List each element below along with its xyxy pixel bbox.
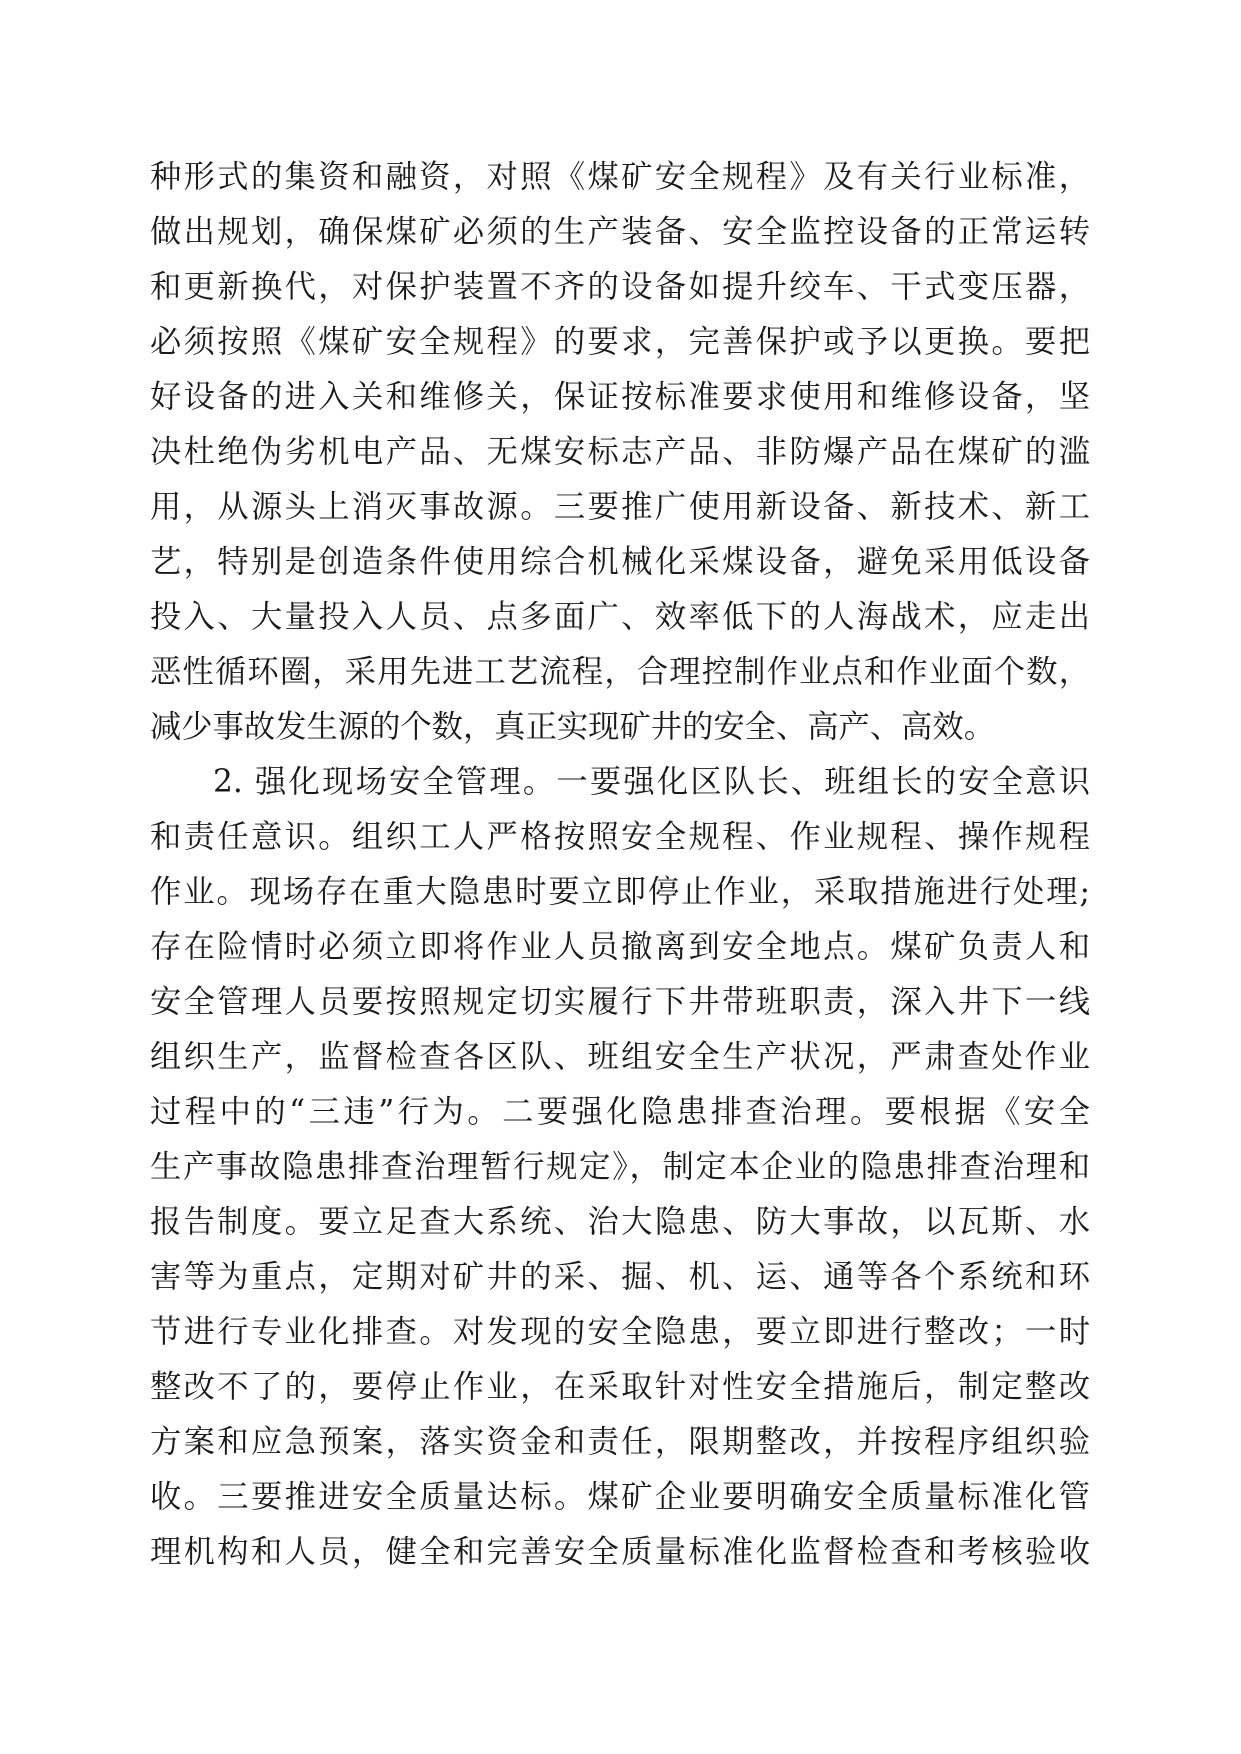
text-line: 决杜绝伪劣机电产品、无煤安标志产品、非防爆产品在煤矿的滥 xyxy=(150,434,1090,470)
text-line: 收。三要推进安全质量达标。煤矿企业要明确安全质量标准化管 xyxy=(150,1479,1090,1515)
text-line: 做出规划，确保煤矿必须的生产装备、安全监控设备的正常运转 xyxy=(150,214,1090,250)
text-line: 过程中的“三违”行为。二要强化隐患排查治理。要根据《安全 xyxy=(150,1094,1090,1130)
text-line: 生产事故隐患排查治理暂行规定》，制定本企业的隐患排查治理和 xyxy=(150,1149,1090,1185)
text-line: 害等为重点，定期对矿井的采、掘、机、运、通等各个系统和环 xyxy=(150,1259,1090,1295)
text-line: 种形式的集资和融资，对照《煤矿安全规程》及有关行业标准， xyxy=(150,159,1090,195)
paragraph-first-line: 2. 强化现场安全管理。一要强化区队长、班组长的安全意识 xyxy=(213,764,1090,800)
text-line: 理机构和人员，健全和完善安全质量标准化监督检查和考核验收 xyxy=(150,1534,1090,1570)
text-line: 投入、大量投入人员、点多面广、效率低下的人海战术，应走出 xyxy=(150,599,1090,635)
text-line: 好设备的进入关和维修关，保证按标准要求使用和维修设备，坚 xyxy=(150,379,1090,415)
text-line: 作业。现场存在重大隐患时要立即停止作业，采取措施进行处理; xyxy=(150,874,1090,910)
text-line: 用，从源头上消灭事故源。三要推广使用新设备、新技术、新工 xyxy=(150,489,1090,525)
text-line: 和责任意识。组织工人严格按照安全规程、作业规程、操作规程 xyxy=(150,819,1090,855)
text-line: 艺，特别是创造条件使用综合机械化采煤设备，避免采用低设备 xyxy=(150,544,1090,580)
text-line: 恶性循环圈，采用先进工艺流程，合理控制作业点和作业面个数， xyxy=(150,654,1090,690)
text-line: 报告制度。要立足查大系统、治大隐患、防大事故，以瓦斯、水 xyxy=(150,1204,1090,1240)
text-line: 整改不了的，要停止作业，在采取针对性安全措施后，制定整改 xyxy=(150,1369,1090,1405)
text-line: 安全管理人员要按照规定切实履行下井带班职责，深入井下一线 xyxy=(150,984,1090,1020)
text-line: 组织生产，监督检查各区队、班组安全生产状况，严肃查处作业 xyxy=(150,1039,1090,1075)
body-text xyxy=(150,150,1090,1580)
paragraph-last-line: 减少事故发生源的个数，真正实现矿井的安全、高产、高效。 xyxy=(150,709,996,745)
text-line: 节进行专业化排查。对发现的安全隐患，要立即进行整改；一时 xyxy=(150,1314,1090,1350)
text-line: 和更新换代，对保护装置不齐的设备如提升绞车、干式变压器， xyxy=(150,269,1090,305)
text-line: 存在险情时必须立即将作业人员撤离到安全地点。煤矿负责人和 xyxy=(150,929,1090,965)
text-line: 方案和应急预案，落实资金和责任，限期整改，并按程序组织验 xyxy=(150,1424,1090,1460)
text-line: 必须按照《煤矿安全规程》的要求，完善保护或予以更换。要把 xyxy=(150,324,1090,360)
